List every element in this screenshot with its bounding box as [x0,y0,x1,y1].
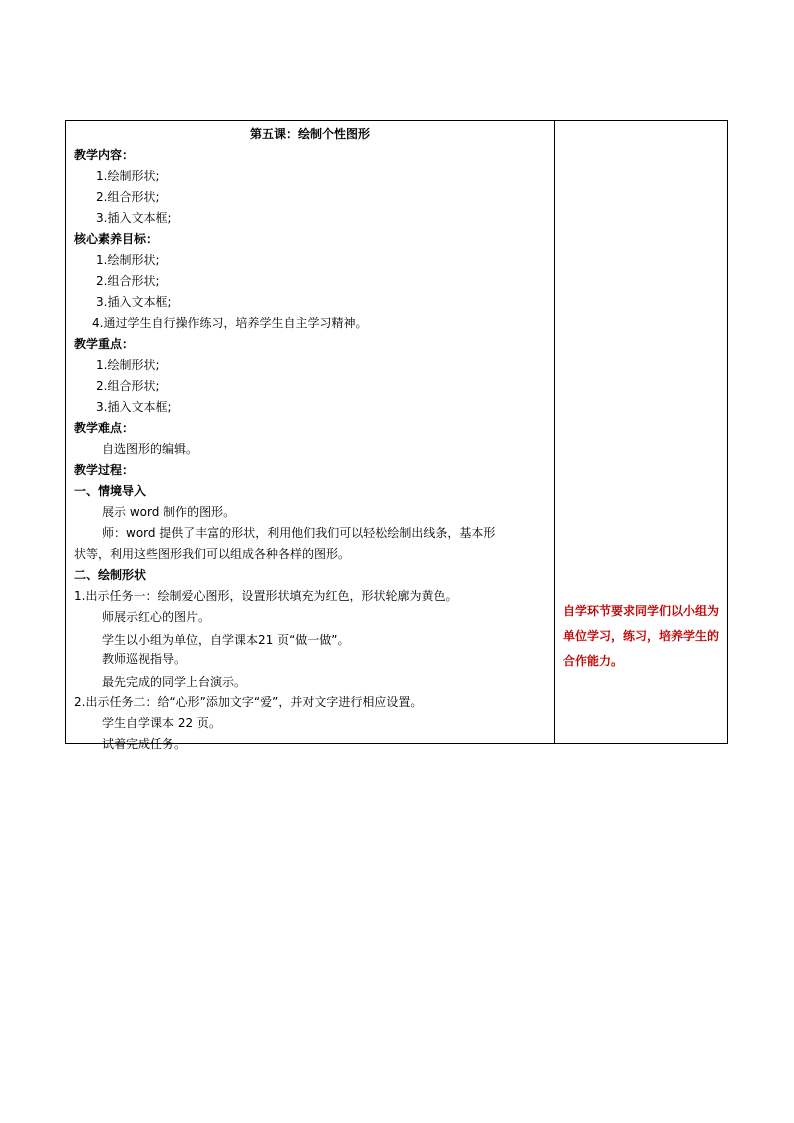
goal-item: 2.组合形状; [96,274,160,288]
task1-line: 教师巡视指导。 [102,652,187,666]
content-item: 1.绘制形状; [96,169,160,183]
process-heading: 教学过程： [74,463,135,477]
difficulty-heading: 教学难点： [74,421,135,435]
part1-line: 展示 word 制作的图形。 [102,505,236,519]
side-note: 自学环节要求同学们以小组为单位学习，练习，培养学生的合作能力。 [563,604,720,668]
goal-item: 4.通过学生自行操作练习，培养学生自主学习精神。 [92,316,368,330]
task1-line: 学生以小组为单位，自学课本21 页“做一做”。 [102,633,350,647]
task2-line: 试着完成任务。 [102,737,187,751]
keypoints-heading: 教学重点： [74,337,135,351]
keypoint-item: 2.组合形状; [96,379,160,393]
part2-heading: 二、绘制形状 [74,568,147,582]
goal-item: 3.插入文本框; [96,295,172,309]
part1-line: 师：word 提供了丰富的形状，利用他们我们可以轻松绘制出线条，基本形 [102,526,496,540]
keypoint-item: 1.绘制形状; [96,358,160,372]
task1-line: 最先完成的同学上台演示。 [102,675,247,689]
part1-heading: 一、情境导入 [74,484,147,498]
goals-heading: 核心素养目标： [74,232,159,246]
task1-text: 1.出示任务一：绘制爱心图形，设置形状填充为红色，形状轮廓为黄色。 [74,589,458,603]
lesson-plan-table [65,120,728,751]
content-item: 2.组合形状; [96,190,160,204]
part1-line: 状等，利用这些图形我们可以组成各种各样的图形。 [74,547,351,561]
goal-item: 1.绘制形状; [96,253,160,267]
keypoint-item: 3.插入文本框; [96,400,172,414]
lesson-title: 第五课：绘制个性图形 [249,127,370,141]
task2-text: 2.出示任务二：给“心形”添加文字“爱”，并对文字进行相应设置。 [74,695,423,709]
notes-cell [555,121,727,743]
lesson-content-cell [66,121,555,751]
task1-line: 师展示红心的图片。 [102,610,211,624]
content-heading: 教学内容： [74,148,135,162]
content-item: 3.插入文本框; [96,211,172,225]
task2-line: 学生自学课本 22 页。 [102,716,221,730]
difficulty-text: 自选图形的编辑。 [102,442,199,456]
